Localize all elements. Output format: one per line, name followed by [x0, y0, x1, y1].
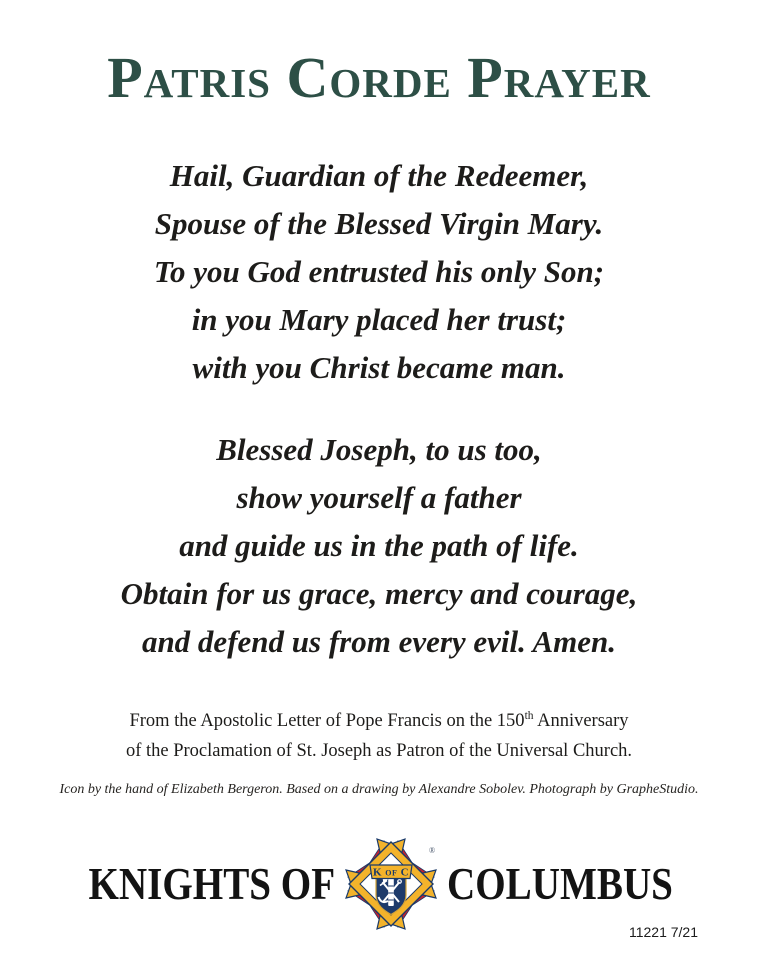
prayer-line: Blessed Joseph, to us too, — [216, 431, 542, 467]
attribution-line-1 — [0, 706, 758, 736]
prayer-line: and guide us in the path of life. — [179, 527, 579, 563]
prayer-line: Obtain for us grace, mercy and courage, — [120, 575, 638, 611]
prayer-line: show yourself a father — [236, 479, 522, 515]
attribution-line1-text: From the Apostolic Letter of Pope Francis on the 150 — [129, 710, 525, 731]
logo-text-knights-of: KNIGHTS OF — [88, 858, 336, 910]
logo-text-columbus: COLUMBUS — [447, 858, 674, 910]
prayer-line: To you God entrusted his only Son; — [153, 253, 605, 289]
prayer-line: Hail, Guardian of the Redeemer, — [169, 157, 589, 193]
prayer-line: in you Mary placed her trust; — [191, 301, 567, 337]
prayer-stanza-2 — [0, 426, 758, 666]
page-title: Patris Corde Prayer — [107, 45, 651, 110]
prayer-line: and defend us from every evil. Amen. — [141, 623, 617, 659]
prayer-line: with you Christ became man. — [192, 349, 566, 385]
kofc-emblem-icon — [343, 836, 439, 932]
prayer-line: Spouse of the Blessed Virgin Mary. — [154, 205, 604, 241]
emblem-banner-text: K of C — [373, 866, 410, 879]
attribution-text — [0, 706, 758, 766]
prayer-stanza-1 — [0, 152, 758, 392]
credit-text: Icon by the hand of Elizabeth Bergeron. Based on a drawing by Alexandre Sobolev. Photograph by GrapheStudio. — [59, 781, 699, 797]
form-number: 11221 7/21 — [628, 924, 698, 940]
attribution-line-2: of the Proclamation of St. Joseph as Patron of the Universal Church. — [125, 740, 633, 761]
attribution-line1-tail: Anniversary — [533, 710, 629, 731]
registered-trademark-icon: ® — [429, 845, 436, 855]
kofc-logo — [0, 836, 758, 932]
ordinal-superscript: th — [524, 709, 534, 722]
